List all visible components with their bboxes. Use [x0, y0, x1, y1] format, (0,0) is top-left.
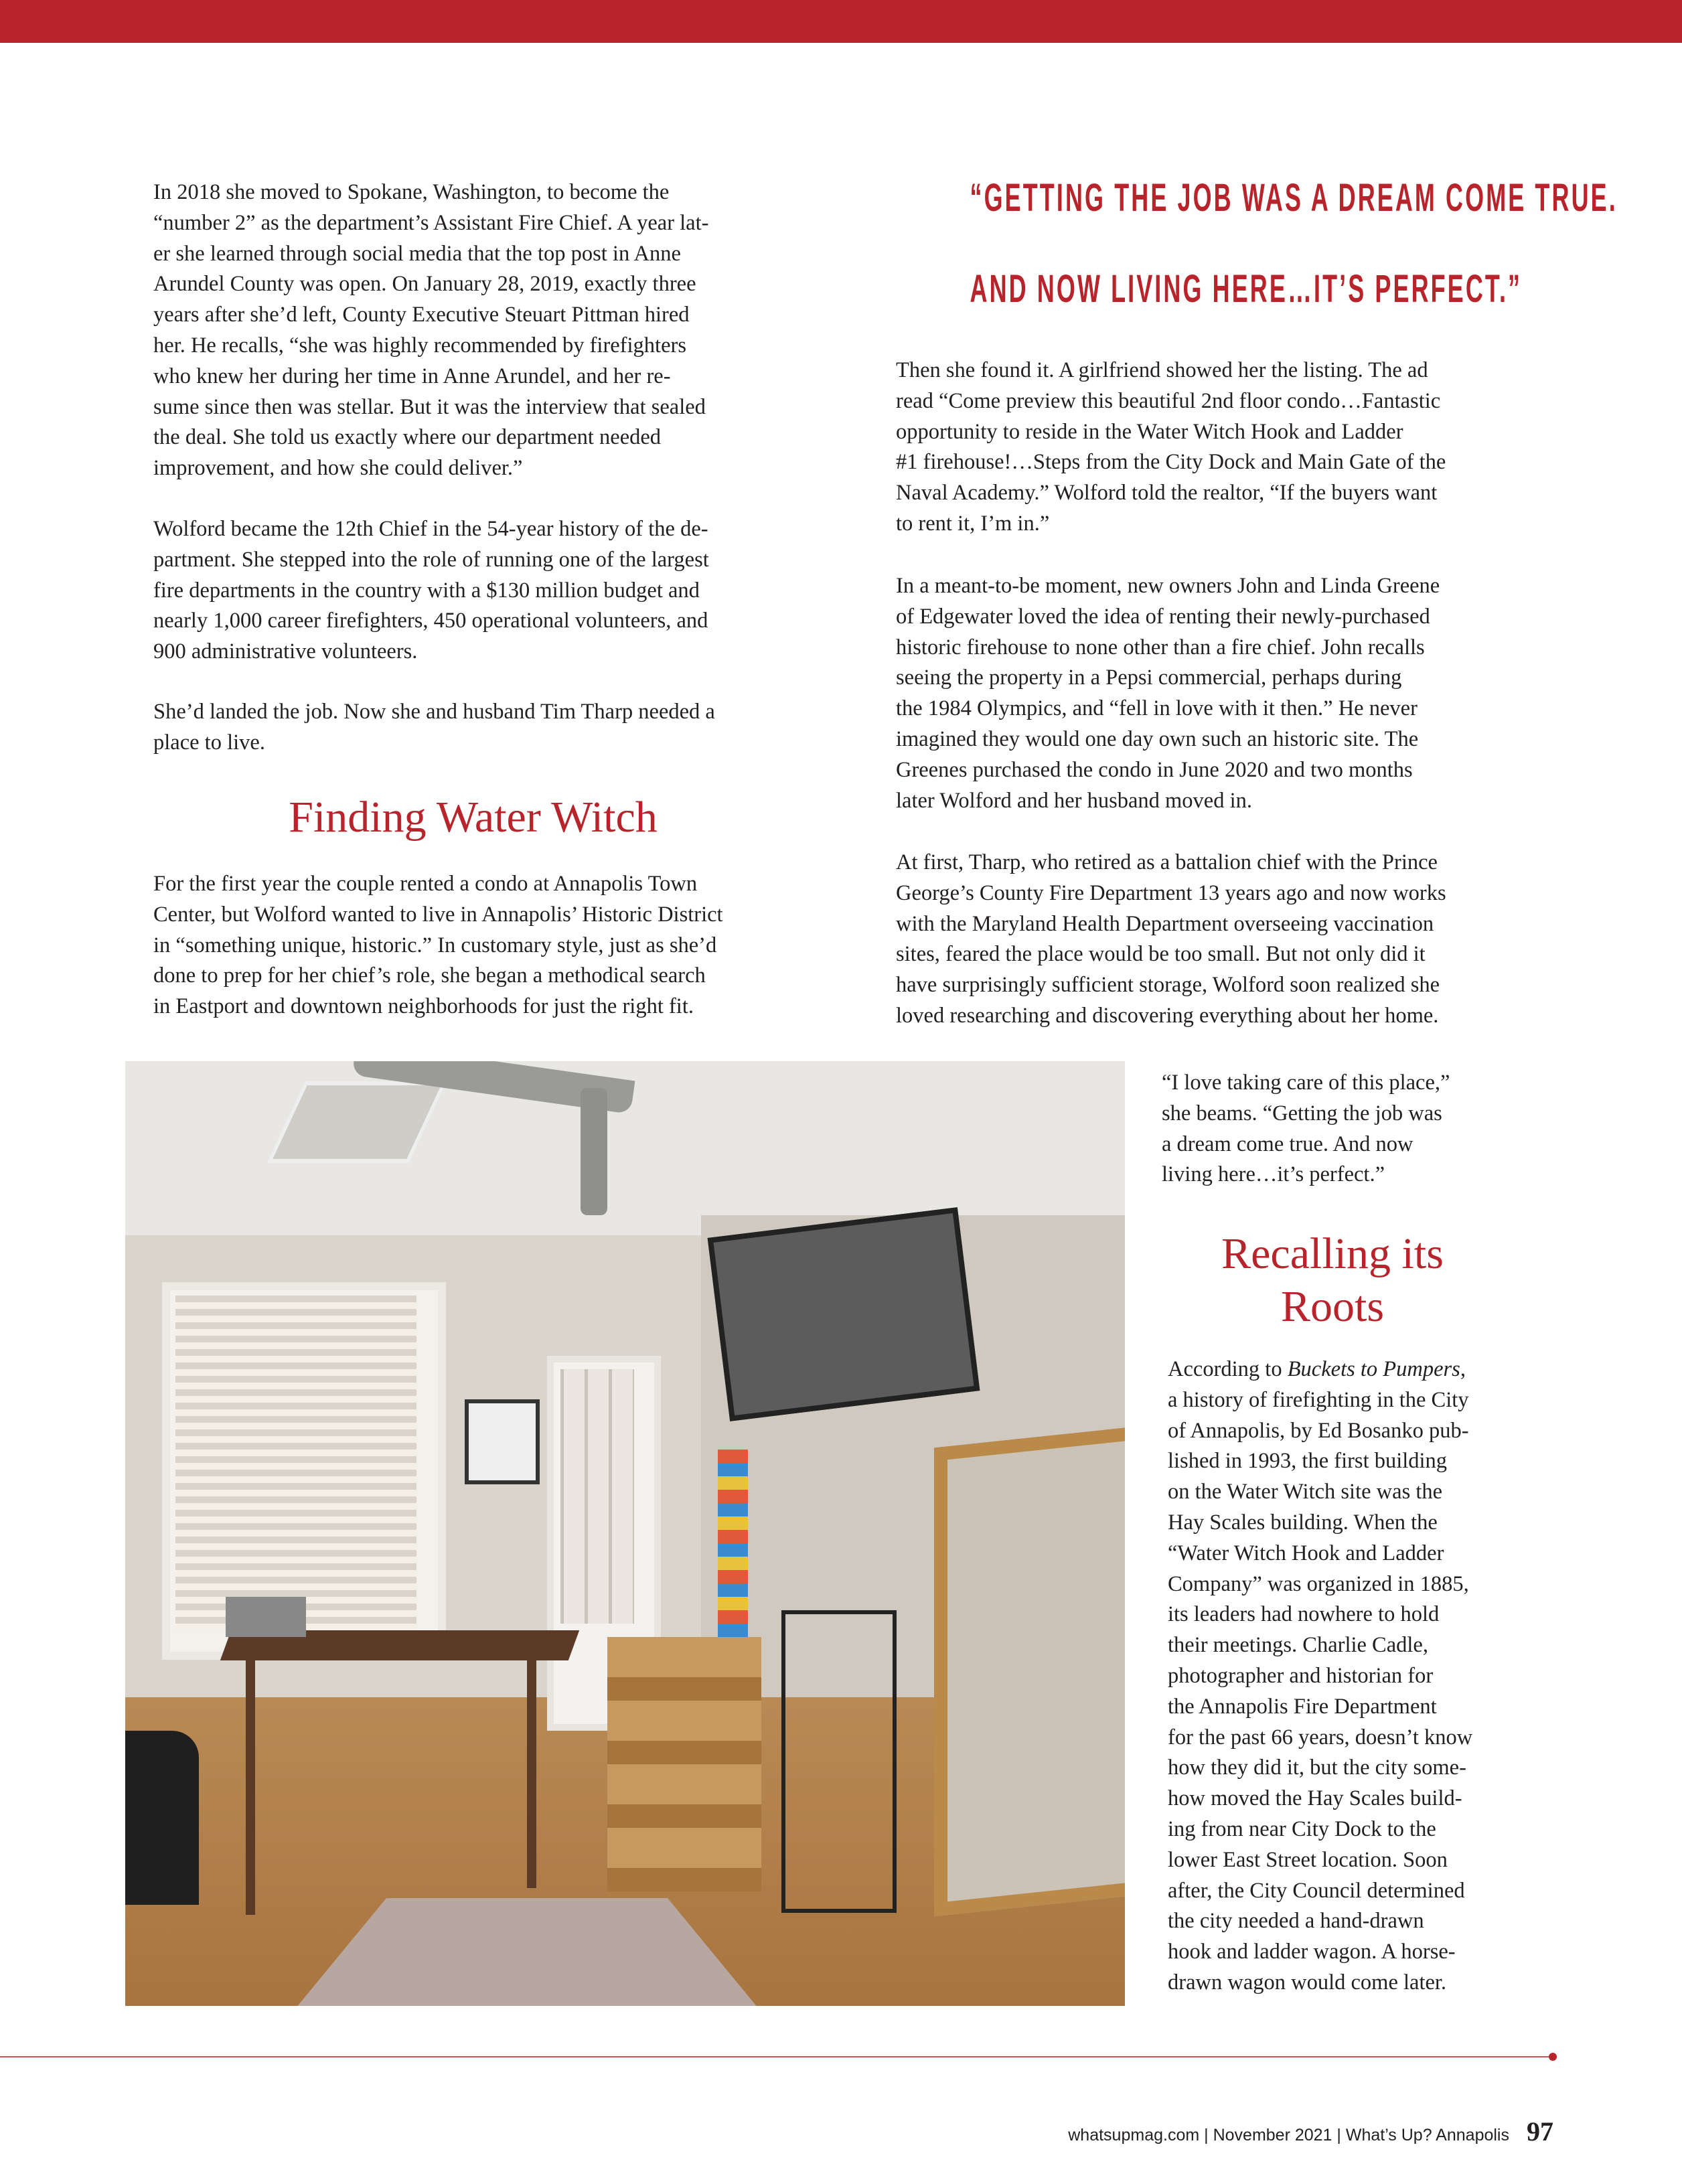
- body-line: “Water Witch Hook and Ladder: [1168, 1541, 1444, 1565]
- body-line: hook and ladder wagon. A horse-: [1168, 1940, 1456, 1964]
- footer-separator: |: [1332, 2126, 1346, 2144]
- pull-quote-line-2: AND NOW LIVING HERE…IT’S PERFECT.”: [970, 267, 1523, 311]
- body-line: later Wolford and her husband moved in.: [896, 788, 1252, 813]
- photo-home-office-interior: [125, 1061, 1125, 2006]
- footer-rule: [0, 2056, 1552, 2057]
- body-line: loved researching and discovering everything about her home.: [896, 1003, 1439, 1028]
- body-line: Wolford became the 12th Chief in the 54-year history of the de-: [153, 517, 708, 541]
- body-line: George’s County Fire Department 13 years ago and now works: [896, 880, 1446, 905]
- body-line: living here…it’s perfect.”: [1162, 1162, 1385, 1187]
- body-line: ing from near City Dock to the: [1168, 1816, 1436, 1841]
- sidebar-quote: [1162, 1068, 1450, 1190]
- body-line: imagined they would one day own such an historic site. The: [896, 726, 1419, 751]
- footer-issue: November 2021: [1213, 2126, 1332, 2144]
- section-heading-recalling-roots-line-1: Recalling its: [1221, 1229, 1444, 1278]
- body-paragraph: [153, 514, 709, 668]
- body-line: Then she found it. A girlfriend showed her the listing. The ad: [896, 358, 1428, 382]
- body-line: partment. She stepped into the role of running one of the largest: [153, 547, 709, 572]
- body-paragraph: [896, 356, 1446, 540]
- body-line: a dream come true. And now: [1162, 1132, 1413, 1156]
- body-line: place to live.: [153, 730, 265, 755]
- body-line: how they did it, but the city some-: [1168, 1756, 1466, 1780]
- body-line: with the Maryland Health Department overseeing vaccination: [896, 911, 1434, 936]
- body-line: her. He recalls, “she was highly recommended by firefighters: [153, 333, 686, 358]
- section-heading-recalling-roots-line-2: Roots: [1280, 1282, 1385, 1331]
- body-line: the Annapolis Fire Department: [1168, 1694, 1437, 1719]
- body-line: how moved the Hay Scales build-: [1168, 1786, 1462, 1811]
- body-paragraph: [896, 571, 1440, 816]
- pull-quote-line-1: “GETTING THE JOB WAS A DREAM COME TRUE.: [970, 176, 1618, 220]
- text-run: ,: [1460, 1357, 1466, 1381]
- body-line: the deal. She told us exactly where our department needed: [153, 425, 662, 450]
- body-line: nearly 1,000 career firefighters, 450 operational volunteers, and: [153, 609, 708, 633]
- body-line: Naval Academy.” Wolford told the realtor, “If the buyers want: [896, 481, 1438, 505]
- top-color-bar: [0, 0, 1682, 43]
- footer-separator: |: [1199, 2126, 1213, 2144]
- body-line: 900 administrative volunteers.: [153, 639, 418, 664]
- body-line: for the past 66 years, doesn’t know: [1168, 1725, 1473, 1749]
- body-paragraph: [153, 869, 723, 1022]
- body-line: At first, Tharp, who retired as a battalion chief with the Prince: [896, 850, 1438, 874]
- body-line: lower East Street location. Soon: [1168, 1847, 1448, 1872]
- body-line: fire departments in the country with a $130 million budget and: [153, 578, 700, 603]
- body-line: their meetings. Charlie Cadle,: [1168, 1633, 1428, 1658]
- body-line: er she learned through social media that the top post in Anne: [153, 241, 681, 266]
- page-footer: [1068, 2116, 1553, 2147]
- body-line: its leaders had nowhere to hold: [1168, 1602, 1440, 1627]
- body-line: In 2018 she moved to Spokane, Washington, to become the: [153, 180, 670, 204]
- body-line: sites, feared the place would be too small. But not only did it: [896, 942, 1426, 967]
- body-line: [1168, 1354, 1472, 1385]
- book-title: Buckets to Pumpers: [1287, 1357, 1460, 1381]
- body-line: years after she’d left, County Executive Steuart Pittman hired: [153, 303, 690, 327]
- body-line: In a meant-to-be moment, new owners John and Linda Greene: [896, 574, 1440, 598]
- body-line: on the Water Witch site was the: [1168, 1480, 1443, 1504]
- body-line: the city needed a hand-drawn: [1168, 1909, 1424, 1934]
- body-line: sume since then was stellar. But it was the interview that sealed: [153, 394, 706, 419]
- body-line: improvement, and how she could deliver.”: [153, 456, 523, 481]
- body-line: For the first year the couple rented a condo at Annapolis Town: [153, 872, 698, 896]
- body-line: in Eastport and downtown neighborhoods for just the right fit.: [153, 994, 694, 1019]
- body-line: who knew her during her time in Anne Arundel, and her re-: [153, 364, 671, 388]
- body-paragraph-history: [1168, 1354, 1472, 1999]
- body-line: “I love taking care of this place,”: [1162, 1071, 1450, 1095]
- body-line: Company” was organized in 1885,: [1168, 1571, 1469, 1596]
- footer-rule-dot: [1549, 2053, 1557, 2061]
- body-paragraph: [153, 697, 715, 759]
- body-line: in “something unique, historic.” In customary style, just as she’d: [153, 933, 717, 957]
- body-line: drawn wagon would come later.: [1168, 1970, 1447, 1995]
- body-line: She’d landed the job. Now she and husband Tim Tharp needed a: [153, 700, 715, 724]
- body-paragraph: [896, 848, 1446, 1032]
- text-run: According to: [1168, 1357, 1288, 1381]
- body-line: read “Come preview this beautiful 2nd floor condo…Fantastic: [896, 388, 1441, 413]
- section-heading-finding-water-witch: Finding Water Witch: [289, 793, 658, 842]
- body-line: seeing the property in a Pepsi commercial, perhaps during: [896, 666, 1402, 690]
- body-line: of Annapolis, by Ed Bosanko pub-: [1168, 1418, 1469, 1443]
- body-line: she beams. “Getting the job was: [1162, 1101, 1442, 1125]
- footer-site: whatsupmag.com: [1068, 2126, 1200, 2144]
- body-line: done to prep for her chief’s role, she began a methodical search: [153, 963, 706, 988]
- body-line: lished in 1993, the first building: [1168, 1449, 1448, 1474]
- body-line: Center, but Wolford wanted to live in Annapolis’ Historic District: [153, 902, 723, 927]
- page-number: 97: [1527, 2116, 1553, 2147]
- body-line: “number 2” as the department’s Assistant Fire Chief. A year lat-: [153, 210, 709, 235]
- body-line: Greenes purchased the condo in June 2020 and two months: [896, 757, 1413, 782]
- footer-magazine: What’s Up? Annapolis: [1345, 2126, 1509, 2144]
- body-line: Arundel County was open. On January 28, 2019, exactly three: [153, 272, 696, 297]
- body-line: have surprisingly sufficient storage, Wolford soon realized she: [896, 973, 1440, 998]
- body-line: opportunity to reside in the Water Witch Hook and Ladder: [896, 419, 1403, 444]
- body-paragraph: [153, 177, 708, 484]
- body-line: a history of firefighting in the City: [1168, 1387, 1469, 1412]
- body-line: historic firehouse to none other than a fire chief. John recalls: [896, 635, 1425, 659]
- body-line: the 1984 Olympics, and “fell in love with it then.” He never: [896, 696, 1418, 721]
- body-line: of Edgewater loved the idea of renting their newly-purchased: [896, 604, 1430, 629]
- body-line: photographer and historian for: [1168, 1663, 1434, 1688]
- body-line: #1 firehouse!…Steps from the City Dock and Main Gate of the: [896, 450, 1446, 475]
- body-line: Hay Scales building. When the: [1168, 1510, 1438, 1535]
- body-line: after, the City Council determined: [1168, 1878, 1465, 1903]
- body-line: to rent it, I’m in.”: [896, 511, 1050, 536]
